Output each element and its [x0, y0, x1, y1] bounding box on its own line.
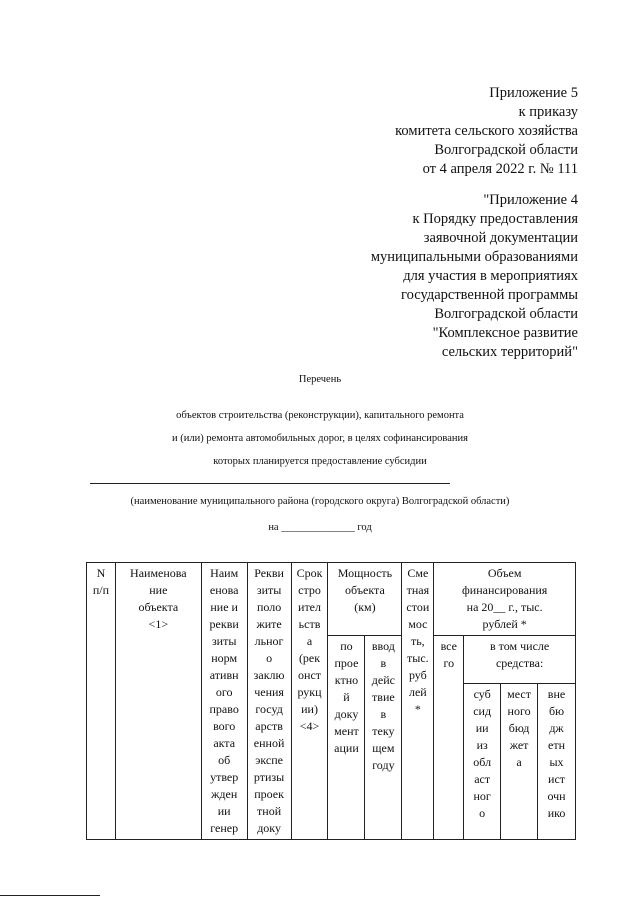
text-line: к Порядку предоставления — [412, 211, 578, 227]
text-line: которых планируется предоставление субсидии — [213, 456, 427, 467]
text-line: ьств — [298, 617, 321, 631]
text-line: лей — [408, 685, 427, 699]
text-line: ние — [149, 583, 168, 597]
text-line: ико — [547, 806, 566, 820]
text-line: к приказу — [518, 104, 578, 120]
text-line: арств — [255, 719, 283, 733]
title-block — [0, 374, 640, 385]
text-line: средства: — [495, 656, 544, 670]
text-line: мос — [408, 617, 428, 631]
header-cell-expertise — [247, 563, 291, 840]
title-heading: Перечень — [298, 374, 342, 385]
text-line: из — [476, 738, 488, 752]
text-line: муниципальными образованиями — [370, 249, 578, 265]
text-line: заклю — [253, 668, 285, 682]
text-line: тной — [257, 804, 282, 818]
text-line: чения — [254, 685, 284, 699]
text-line: Наименова — [130, 566, 187, 580]
text-line: объекта — [138, 600, 179, 614]
text-line: льног — [254, 634, 284, 648]
text-line: * — [414, 702, 421, 716]
text-line: суб — [473, 687, 491, 701]
text-line: "Комплексное развитие — [432, 325, 578, 341]
text-line: ых — [549, 755, 564, 769]
text-line: зиты — [256, 583, 282, 597]
text-line: зиты — [211, 634, 237, 648]
text-line: вне — [547, 687, 566, 701]
text-line: ител — [298, 600, 321, 614]
text-line: мест — [507, 687, 531, 701]
annex-block — [371, 84, 578, 362]
text-line: твие — [372, 690, 395, 704]
text-line: ног — [473, 789, 491, 803]
text-line: очн — [547, 789, 566, 803]
text-line: на 20__ г., тыс. — [466, 600, 543, 614]
text-line: поло — [256, 600, 282, 614]
header-cell-regional-subsidy — [464, 684, 501, 840]
text-line: Волгоградской области — [434, 306, 578, 322]
text-line: объекта — [345, 583, 385, 597]
text-line: бюд — [508, 721, 530, 735]
header-cell-number — [87, 563, 116, 840]
text-line: етн — [548, 738, 566, 752]
text-line: доку — [334, 707, 359, 721]
title-lines — [0, 404, 640, 473]
text-line: (км) — [354, 600, 376, 614]
text-line: ртизы — [253, 770, 285, 784]
text-line: (рек — [298, 651, 321, 665]
text-line: заявочной документации — [423, 230, 578, 246]
text-line: "Приложение 4 — [483, 192, 578, 208]
header-cell-including — [464, 636, 576, 684]
text-line: тыс. — [407, 651, 429, 665]
text-line: бю — [548, 704, 565, 718]
text-line: енной — [253, 736, 285, 750]
text-line: в — [380, 707, 387, 721]
text-line: доку — [257, 821, 281, 835]
header-cell-capacity-project — [328, 636, 365, 840]
text-line: объектов строительства (реконструкции), капитального ремонта — [176, 410, 464, 421]
text-line: щем — [372, 741, 395, 755]
text-line: государственной программы — [401, 287, 578, 303]
header-cell-total — [434, 636, 464, 840]
text-line: проек — [254, 787, 284, 801]
header-cell-capacity — [328, 563, 402, 636]
text-line: ть, — [410, 634, 425, 648]
text-line: генер — [210, 821, 239, 835]
year-line: на ______________ год — [268, 522, 372, 533]
text-line: ного — [507, 704, 531, 718]
text-line: ативн — [209, 668, 239, 682]
text-line: теку — [372, 724, 395, 738]
text-line: право — [209, 702, 239, 716]
text-line: жите — [256, 617, 282, 631]
text-line: жет — [509, 738, 529, 752]
text-line: Срок — [296, 566, 323, 580]
header-cell-normative-act — [201, 563, 247, 840]
text-line: комитета сельского хозяйства — [395, 123, 578, 139]
header-cell-estimated-cost — [402, 563, 434, 840]
text-line: в — [380, 656, 387, 670]
annex-reference — [371, 84, 578, 179]
text-line: от 4 апреля 2022 г. № 111 — [422, 161, 578, 177]
text-line: ние и — [210, 600, 238, 614]
text-line: стро — [298, 583, 321, 597]
text-line: дейс — [371, 673, 395, 687]
header-cell-local-budget — [501, 684, 538, 840]
text-line: жден — [211, 787, 238, 801]
text-line: ист — [548, 772, 566, 786]
text-line: обл — [473, 755, 492, 769]
text-line: го — [443, 656, 455, 670]
text-line: Рекви — [254, 566, 284, 580]
text-line: а — [516, 755, 522, 769]
text-line: рукц — [297, 685, 322, 699]
header-cell-extra-budget — [538, 684, 576, 840]
text-line: акта — [213, 736, 236, 750]
text-line: <4> — [299, 719, 320, 733]
objects-table — [86, 562, 576, 840]
text-line: руб — [408, 668, 427, 682]
text-line: об — [218, 753, 231, 767]
text-line: ации — [334, 741, 359, 755]
header-cell-construction-terms — [291, 563, 328, 840]
text-line: онст — [298, 668, 322, 682]
text-line: сельских территорий" — [441, 344, 578, 360]
text-line: Мощность — [337, 566, 393, 580]
text-line: Объем — [487, 566, 522, 580]
text-line: стои — [406, 600, 430, 614]
text-line: о — [266, 651, 273, 665]
text-line: году — [372, 758, 395, 772]
text-line: для участия в мероприятиях — [403, 268, 578, 284]
text-line: прое — [334, 656, 359, 670]
text-line: рекви — [209, 617, 239, 631]
text-line: ии — [475, 721, 489, 735]
text-line: аст — [474, 772, 491, 786]
text-line: ввод — [371, 639, 395, 653]
text-line: <1> — [148, 617, 169, 631]
text-line: ии) — [301, 702, 318, 716]
text-line: в том числе — [490, 639, 550, 653]
text-line: ии — [217, 804, 231, 818]
text-line: все — [440, 639, 457, 653]
text-line: п/п — [92, 583, 110, 597]
text-line: финансирования — [462, 583, 548, 597]
text-line: Приложение 5 — [489, 85, 578, 101]
text-line: вого — [213, 719, 236, 733]
header-cell-financing — [434, 563, 576, 636]
text-line: а — [306, 634, 313, 648]
text-line: енова — [209, 583, 239, 597]
text-line: дж — [549, 721, 564, 735]
text-line: ого — [215, 685, 233, 699]
text-line: й — [343, 690, 350, 704]
text-line: утвер — [210, 770, 239, 784]
text-line: N — [96, 566, 106, 580]
text-line: ктно — [334, 673, 359, 687]
text-line: мент — [334, 724, 359, 738]
sub-annex-reference — [371, 191, 578, 362]
text-line: сид — [473, 704, 492, 718]
text-line: экспе — [255, 753, 283, 767]
header-cell-capacity-current — [365, 636, 402, 840]
text-line: Сме — [407, 566, 429, 580]
text-line: Волгоградской области — [434, 142, 578, 158]
footnote-separator — [0, 895, 100, 896]
text-line: тная — [406, 583, 430, 597]
text-line: и (или) ремонта автомобильных дорог, в целях софинансирования — [172, 433, 468, 444]
text-line: рублей * — [482, 617, 527, 631]
text-line: норм — [211, 651, 238, 665]
district-name-line — [90, 483, 450, 484]
text-line: Наим — [210, 566, 239, 580]
text-line: госуд — [255, 702, 283, 716]
district-caption: (наименование муниципального района (городского округа) Волгоградской области) — [130, 496, 510, 507]
text-line: о — [479, 806, 486, 820]
text-line: по — [340, 639, 353, 653]
header-cell-object-name — [115, 563, 201, 840]
